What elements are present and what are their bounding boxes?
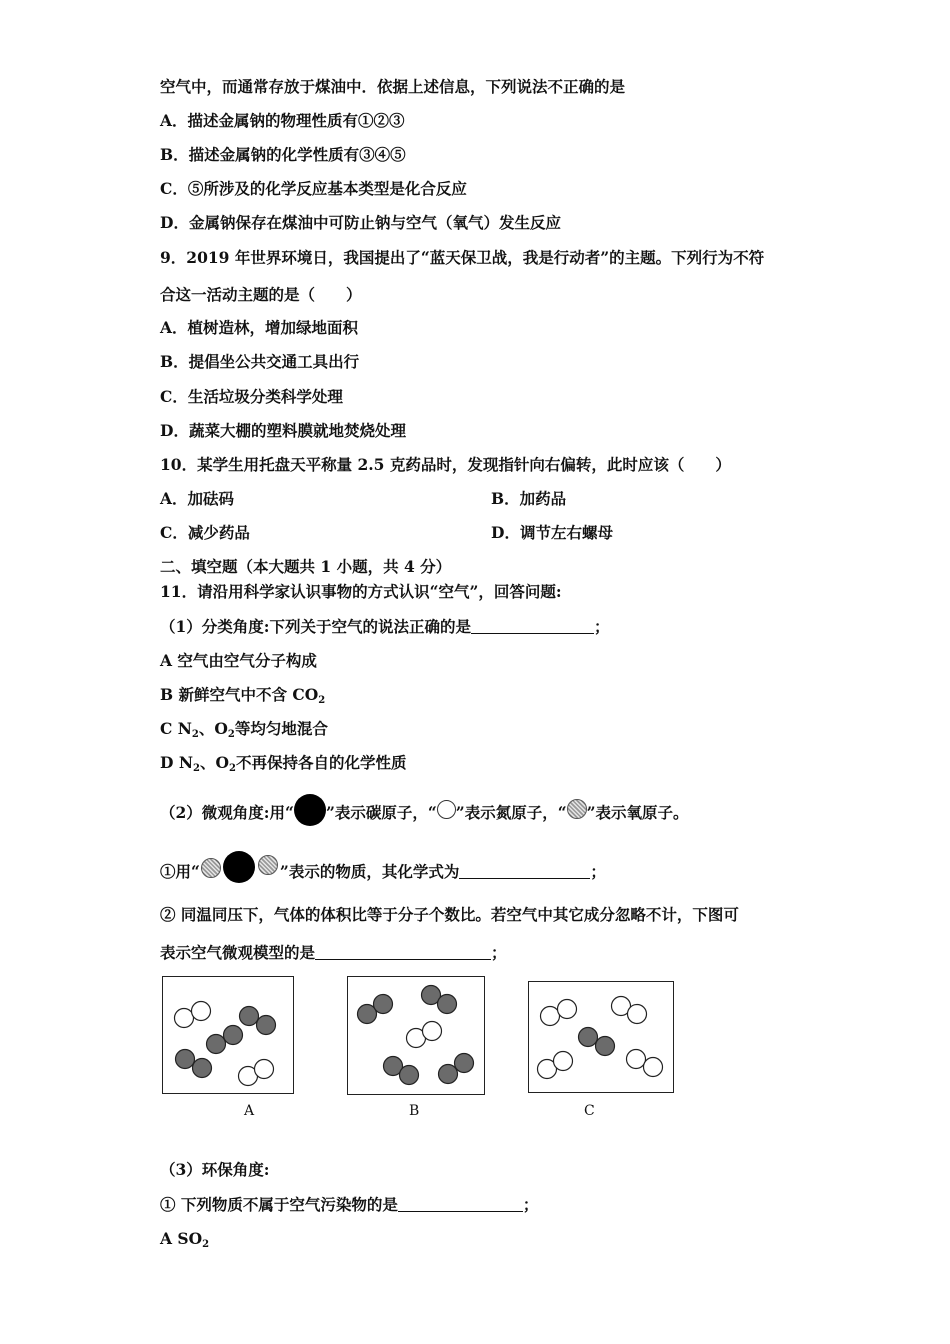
answer-blank[interactable] xyxy=(398,1197,523,1212)
nitrogen-atom xyxy=(558,1000,577,1019)
q11-part1-text: （1）分类角度:下列关于空气的说法正确的是 xyxy=(160,617,472,636)
option-text: 、O xyxy=(198,719,228,738)
nitrogen-atom xyxy=(423,1022,442,1041)
option-text: A SO xyxy=(160,1229,203,1248)
answer-blank[interactable] xyxy=(459,864,590,879)
oxygen-atom xyxy=(400,1066,419,1085)
oxygen-atom xyxy=(596,1037,615,1056)
semicolon: ； xyxy=(590,862,606,881)
nitrogen-atom xyxy=(554,1052,573,1071)
nitrogen-atom xyxy=(644,1058,663,1077)
model-a-label: A xyxy=(244,1103,255,1119)
oxygen-atom xyxy=(176,1050,195,1069)
option-text: B 新鲜空气中不含 CO xyxy=(160,685,319,704)
model-c-label: C xyxy=(584,1103,595,1119)
q11-part2-1 xyxy=(160,857,606,889)
option-text: 等均匀地混合 xyxy=(234,719,328,738)
q11-option-b xyxy=(160,685,325,711)
q10-option-b: B．加药品 xyxy=(491,489,567,508)
question-10: 10．某学生用托盘天平称量 2.5 克药品时，发现指针向右偏转，此时应该（ ） xyxy=(160,455,731,474)
subscript: 2 xyxy=(193,763,200,774)
oxygen-atom xyxy=(455,1054,474,1073)
model-a-box xyxy=(162,976,294,1094)
option-a: A．描述金属钠的物理性质有①②③ xyxy=(160,111,405,130)
oxygen-atom xyxy=(257,1016,276,1035)
subscript: 2 xyxy=(318,695,326,706)
q11-part2 xyxy=(160,798,689,830)
oxygen-atom xyxy=(224,1026,243,1045)
oxygen-atom xyxy=(193,1059,212,1078)
nitrogen-atom xyxy=(255,1060,274,1079)
subscript: 2 xyxy=(227,729,235,740)
nitrogen-atom xyxy=(628,1005,647,1024)
part3-1-text: ① 下列物质不属于空气污染物的是 xyxy=(160,1195,398,1214)
option-text: 不再保持各自的化学性质 xyxy=(235,753,407,772)
question-9-cont: 合这一活动主题的是（ ） xyxy=(160,285,362,304)
carbon-atom-icon xyxy=(294,794,326,826)
oxygen-atom xyxy=(240,1007,259,1026)
part2-2-text: 表示空气微观模型的是 xyxy=(160,943,316,962)
q10-option-a: A．加砝码 xyxy=(160,489,235,508)
oxygen-atom-icon xyxy=(258,855,278,875)
model-c-box xyxy=(528,981,674,1093)
option-text: 、O xyxy=(199,753,229,772)
q11-option-a: A 空气由空气分子构成 xyxy=(160,651,317,670)
carbon-atom-icon xyxy=(223,851,255,883)
nitrogen-atom xyxy=(541,1007,560,1026)
nitrogen-atom-icon xyxy=(437,800,456,819)
semicolon: ； xyxy=(594,617,610,636)
part2-text: ”表示碳原子，“ xyxy=(325,803,437,822)
option-c: C．⑤所涉及的化学反应基本类型是化合反应 xyxy=(160,179,467,198)
part2-text: ”表示氧原子。 xyxy=(586,803,689,822)
answer-blank[interactable] xyxy=(471,619,594,634)
nitrogen-atom xyxy=(627,1050,646,1069)
model-a-diagram xyxy=(163,977,293,1093)
q11-part2-2-cont xyxy=(160,943,507,963)
q11-part3-option-a xyxy=(160,1229,209,1255)
model-b-diagram xyxy=(348,977,484,1094)
question-9: 9．2019 年世界环境日，我国提出了“蓝天保卫战，我是行动者”的主题。下列行为不符 xyxy=(160,248,765,267)
model-b-box xyxy=(347,976,485,1095)
nitrogen-atom xyxy=(175,1009,194,1028)
subscript: 2 xyxy=(202,1239,210,1250)
model-c-diagram xyxy=(529,982,673,1092)
q10-option-d: D．调节左右螺母 xyxy=(491,523,613,542)
q9-option-d: D．蔬菜大棚的塑料膜就地焚烧处理 xyxy=(160,421,406,440)
oxygen-atom xyxy=(579,1028,598,1047)
q9-option-a: A．植树造林，增加绿地面积 xyxy=(160,318,359,337)
oxygen-atom xyxy=(438,995,457,1014)
oxygen-atom xyxy=(207,1035,226,1054)
part2-text: （2）微观角度:用“ xyxy=(160,803,294,822)
part2-text: ”表示氮原子，“ xyxy=(455,803,567,822)
q9-option-b: B．提倡坐公共交通工具出行 xyxy=(160,352,360,371)
option-b: B．描述金属钠的化学性质有③④⑤ xyxy=(160,145,406,164)
subscript: 2 xyxy=(191,729,199,740)
oxygen-atom-icon xyxy=(201,858,221,878)
subscript: 2 xyxy=(229,763,236,774)
part2-1-text: ”表示的物质，其化学式为 xyxy=(279,862,460,881)
model-b-label: B xyxy=(409,1103,420,1119)
q11-part3-1 xyxy=(160,1195,538,1215)
part2-1-text: ①用“ xyxy=(160,862,200,881)
oxygen-atom xyxy=(439,1065,458,1084)
q11-option-c xyxy=(160,719,328,745)
q11-part1 xyxy=(160,617,610,637)
oxygen-atom-icon xyxy=(567,799,587,819)
co2-molecule-icon xyxy=(200,851,280,883)
option-d: D．金属钠保存在煤油中可防止钠与空气（氧气）发生反应 xyxy=(160,213,561,232)
q11-part2-2: ② 同温同压下，气体的体积比等于分子个数比。若空气中其它成分忽略不计，下图可 xyxy=(160,905,739,924)
question-11: 11．请沿用科学家认识事物的方式认识“空气”，回答问题: xyxy=(160,582,562,601)
section-heading: 二、填空题（本大题共 1 小题，共 4 分） xyxy=(160,557,452,576)
q9-option-c: C．生活垃圾分类科学处理 xyxy=(160,387,343,406)
q11-part3: （3）环保角度: xyxy=(160,1160,270,1179)
option-text: D N xyxy=(160,753,194,772)
semicolon: ； xyxy=(522,1195,539,1214)
semicolon: ； xyxy=(491,943,507,962)
option-text: C N xyxy=(160,719,192,738)
answer-blank[interactable] xyxy=(315,945,491,960)
text-line: 空气中，而通常存放于煤油中．依据上述信息，下列说法不正确的是 xyxy=(160,77,626,96)
q10-option-c: C．减少药品 xyxy=(160,523,250,542)
q11-option-d xyxy=(160,753,406,779)
oxygen-atom xyxy=(374,995,393,1014)
nitrogen-atom xyxy=(192,1002,211,1021)
